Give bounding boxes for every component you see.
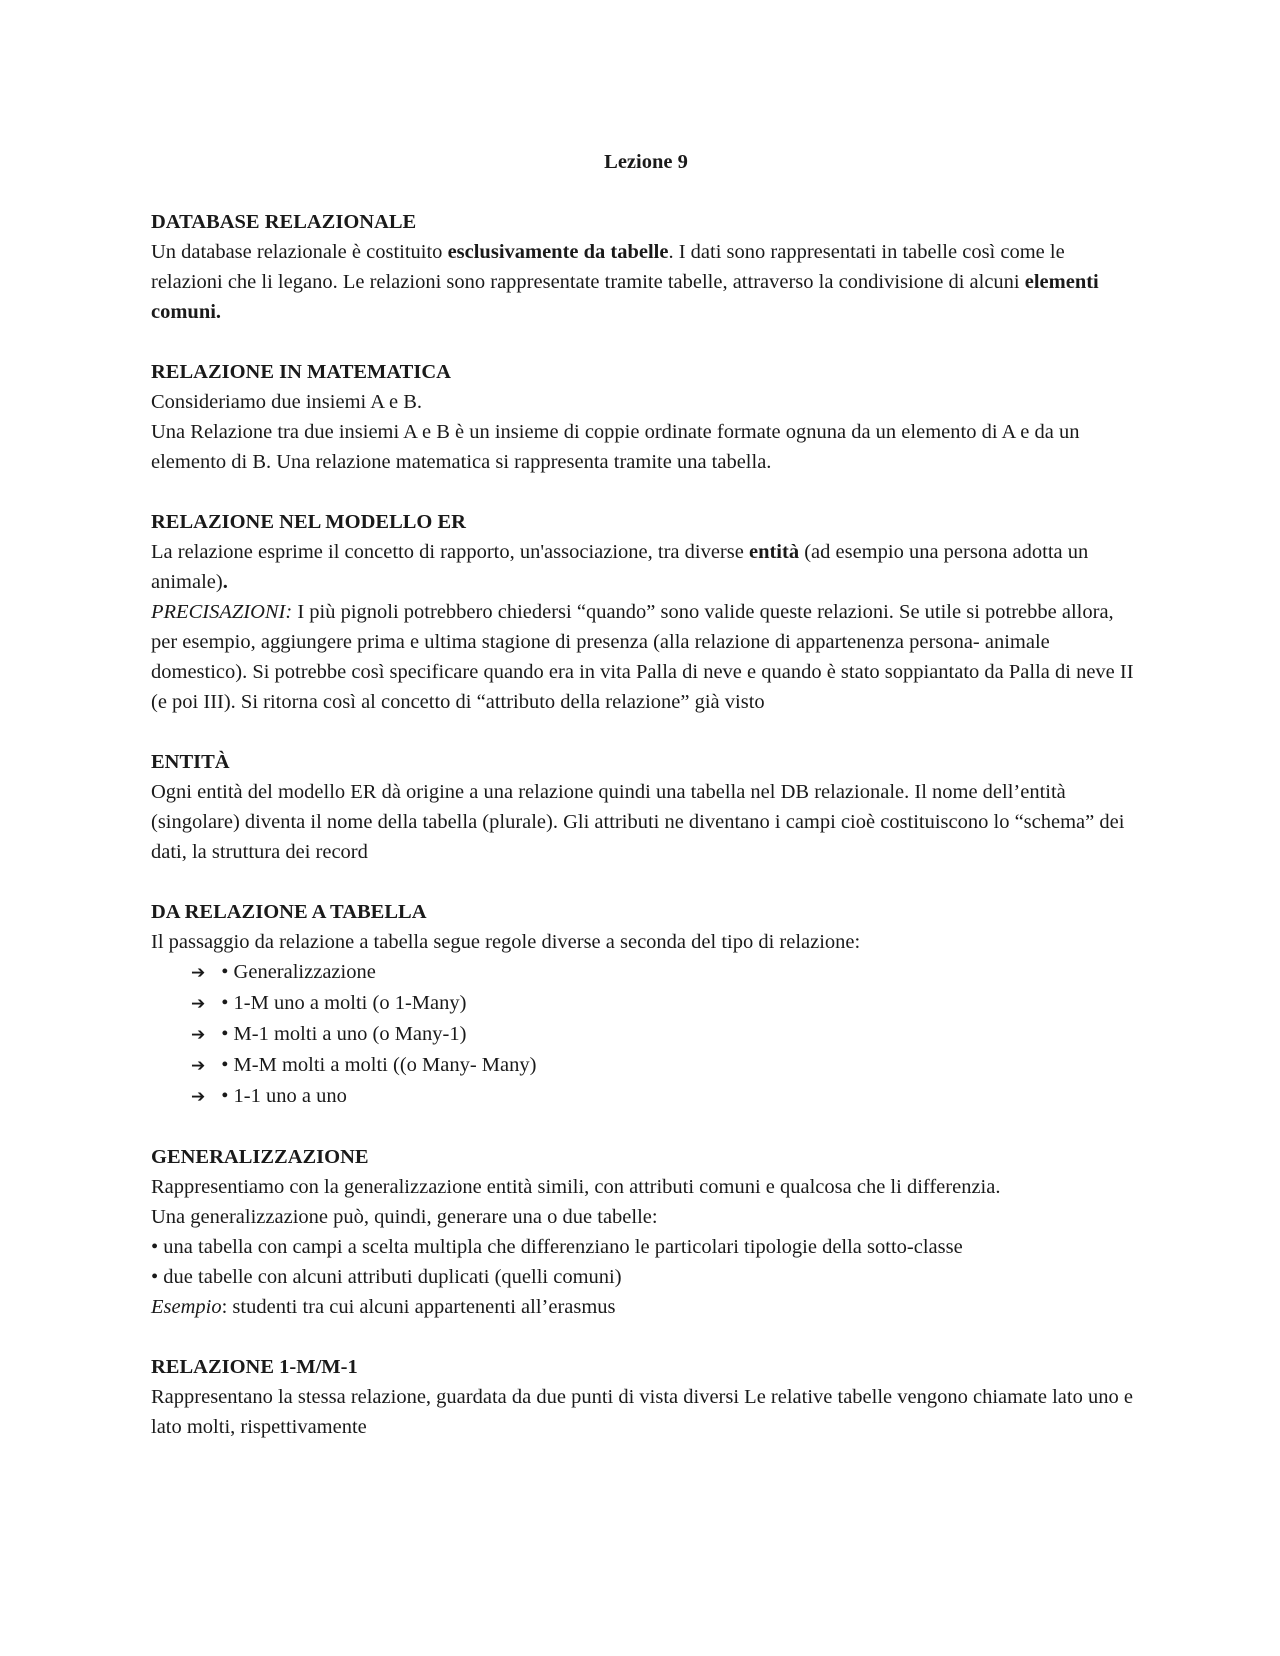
section-heading: RELAZIONE IN MATEMATICA: [151, 361, 451, 383]
italic-text: Esempio: [151, 1296, 222, 1318]
paragraph: • due tabelle con alcuni attributi duplicati (quelli comuni): [151, 1266, 622, 1288]
arrow-right-icon: ➔: [191, 1025, 206, 1045]
paragraph: [151, 537, 1141, 597]
paragraph: Consideriamo due insiemi A e B.: [151, 391, 423, 413]
text-run: La relazione esprime il concetto di rapporto, un'associazione, tra diverse: [151, 541, 749, 563]
arrow-right-icon: ➔: [191, 1087, 206, 1107]
list-item: [191, 988, 1141, 1019]
text-run: . I dati sono rappresentati in tabelle così come le relazioni che li legano. Le relazioni sono rappresentate tramite tabelle, attraverso la condivisione di alcuni: [151, 241, 1065, 293]
list-item-text: • 1-1 uno a uno: [221, 1085, 347, 1107]
list-item: [191, 957, 1141, 988]
text-run: : studenti tra cui alcuni appartenenti all’erasmus: [221, 1296, 616, 1318]
paragraph: Una generalizzazione può, quindi, generare una o due tabelle:: [151, 1206, 658, 1228]
paragraph: Rappresentano la stessa relazione, guardata da due punti di vista diversi Le relative tabelle vengono chiamate lato uno e lato molti, rispettivamente: [151, 1386, 1133, 1438]
arrow-right-icon: ➔: [191, 1056, 206, 1076]
list-item-text: • M-1 molti a uno (o Many-1): [221, 1023, 467, 1045]
section-entita: [151, 747, 1141, 867]
bold-text: esclusivamente da tabelle: [447, 241, 669, 263]
page-title: Lezione 9: [604, 151, 688, 173]
section-generalizzazione: [151, 1142, 1141, 1322]
document-body: [151, 147, 1141, 1472]
list-item-text: • Generalizzazione: [221, 961, 376, 983]
arrow-right-icon: ➔: [191, 994, 206, 1014]
list-item: [191, 1019, 1141, 1050]
section-heading: RELAZIONE 1-M/M-1: [151, 1356, 358, 1378]
list-item-text: • 1-M uno a molti (o 1-Many): [221, 992, 467, 1014]
section-heading: GENERALIZZAZIONE: [151, 1146, 369, 1168]
paragraph: • una tabella con campi a scelta multipla che differenziano le particolari tipologie della sotto-classe: [151, 1236, 963, 1258]
text-run: I più pignoli potrebbero chiedersi “quando” sono valide queste relazioni. Se utile si potrebbe allora, per esempio, aggiungere prima e ultima stagione di presenza (alla relazione di appartenenza persona- animale domestico). Si potrebbe così specificare quando era in vita Palla di neve e quando è stato soppiantato da Palla di neve II (e poi III). Si ritorna così al concetto di “attributo della relazione” già visto: [151, 601, 1134, 713]
list-item: [191, 1081, 1141, 1112]
arrow-list: [151, 957, 1141, 1112]
italic-text: PRECISAZIONI:: [151, 601, 293, 623]
section-relazione-1m-m1: [151, 1352, 1141, 1442]
paragraph: [151, 1292, 1141, 1322]
text-run: (ad esempio una persona adotta un animale): [151, 541, 1089, 593]
paragraph: Rappresentiamo con la generalizzazione entità simili, con attributi comuni e qualcosa che li differenzia.: [151, 1176, 1001, 1198]
list-item: [191, 1050, 1141, 1081]
text-run: Un database relazionale è costituito: [151, 241, 448, 263]
arrow-right-icon: ➔: [191, 963, 206, 983]
section-da-relazione-a-tabella: [151, 897, 1141, 1112]
paragraph: Una Relazione tra due insiemi A e B è un insieme di coppie ordinate formate ognuna da un elemento di A e da un elemento di B. Una relazione matematica si rappresenta tramite una tabella.: [151, 421, 1080, 473]
paragraph: Ogni entità del modello ER dà origine a una relazione quindi una tabella nel DB relazionale. Il nome dell’entità (singolare) diventa il nome della tabella (plurale). Gli attributi ne diventano i campi cioè costituiscono lo “schema” dei dati, la struttura dei record: [151, 781, 1125, 863]
paragraph: [151, 237, 1141, 327]
paragraph: Il passaggio da relazione a tabella segue regole diverse a seconda del tipo di relazione:: [151, 931, 861, 953]
section-relazione-modello-er: [151, 507, 1141, 717]
paragraph: [151, 597, 1141, 717]
section-heading: DA RELAZIONE A TABELLA: [151, 901, 427, 923]
bold-text: .: [222, 571, 228, 593]
section-heading: DATABASE RELAZIONALE: [151, 211, 417, 233]
bold-text: entità: [748, 541, 800, 563]
bold-text: elementi comuni.: [151, 271, 1099, 323]
section-heading: ENTITÀ: [151, 751, 230, 773]
section-database-relazionale: [151, 207, 1141, 327]
section-heading: RELAZIONE NEL MODELLO ER: [151, 511, 466, 533]
section-relazione-matematica: [151, 357, 1141, 477]
list-item-text: • M-M molti a molti ((o Many- Many): [221, 1054, 537, 1076]
